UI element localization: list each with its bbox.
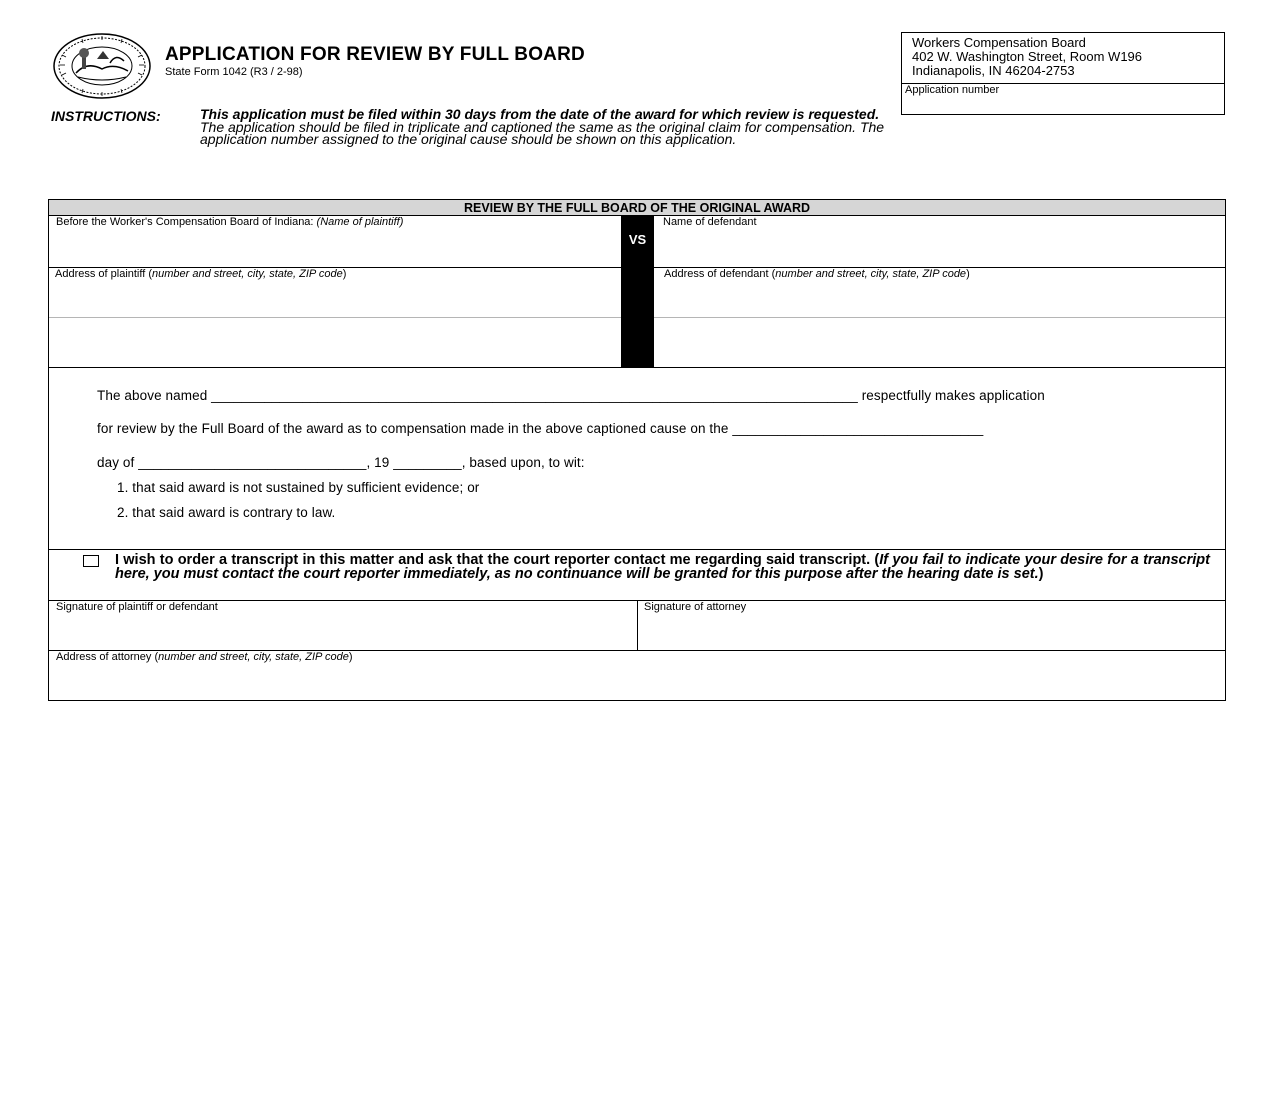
form-number: State Form 1042 (R3 / 2-98) — [165, 66, 303, 78]
board-name: Workers Compensation Board — [912, 35, 1086, 50]
rule — [49, 367, 1225, 368]
ground-item-2: 2. that said award is contrary to law. — [117, 505, 336, 520]
application-number-field[interactable] — [902, 96, 1224, 114]
defendant-address-label: Address of defendant (number and street, city, state, ZIP code) — [664, 268, 970, 280]
instructions-label: INSTRUCTIONS: — [51, 108, 161, 124]
instructions-filing: The application should be filed in triplicate and captioned the same as the original claim for compensation. The application number assigned to the original cause should be shown on this application. — [200, 118, 885, 148]
application-statement-line3: day of ______________________________, 19 _________, based upon, to wit: — [97, 455, 585, 470]
party-signature-label: Signature of plaintiff or defendant — [56, 601, 218, 613]
board-street: 402 W. Washington Street, Room W196 — [912, 49, 1143, 64]
state-seal-logo — [52, 33, 152, 99]
defendant-address-field[interactable] — [655, 282, 1224, 366]
vs-label: VS — [628, 232, 647, 247]
attorney-address-label: Address of attorney (number and street, city, state, ZIP code) — [56, 651, 353, 663]
attorney-address-field[interactable] — [50, 665, 1224, 699]
ground-item-1: 1. that said award is not sustained by sufficient evidence; or — [117, 480, 480, 495]
board-city: Indianapolis, IN 46204-2753 — [912, 63, 1075, 78]
application-number-label: Application number — [905, 84, 1000, 96]
application-statement-line1: The above named _____________________________________________________________________________________ respectfully makes application — [97, 388, 1045, 403]
attorney-signature-field[interactable] — [639, 615, 1224, 649]
transcript-request-text: I wish to order a transcript in this matter and ask that the court reporter contact me regarding said transcript. (If you fail to indicate your desire for a transcript here, you must contact the court reporter immediately, as no continuance will be granted for this purpose after the hearing date is set.) — [115, 552, 1210, 582]
attorney-signature-label: Signature of attorney — [644, 601, 747, 613]
plaintiff-name-label: Before the Worker's Compensation Board of Indiana: (Name of plaintiff) — [56, 216, 404, 228]
rule — [637, 600, 638, 650]
section-header: REVIEW BY THE FULL BOARD OF THE ORIGINAL AWARD — [49, 200, 1225, 216]
application-statement-line2: for review by the Full Board of the award as to compensation made in the above captioned cause on the _________________________________ — [97, 421, 984, 436]
defendant-name-label: Name of defendant — [663, 216, 757, 228]
instructions-deadline: This application must be filed within 30 days from the date of the award for which review is requested. — [200, 106, 880, 122]
plaintiff-address-label: Address of plaintiff (number and street, city, state, ZIP code) — [55, 268, 347, 280]
transcript-checkbox[interactable] — [83, 555, 99, 567]
defendant-name-field[interactable] — [655, 230, 1224, 266]
form-title: APPLICATION FOR REVIEW BY FULL BOARD — [165, 44, 585, 65]
plaintiff-name-field[interactable] — [50, 230, 620, 266]
party-signature-field[interactable] — [50, 615, 636, 649]
plaintiff-address-field[interactable] — [50, 282, 620, 366]
instructions-text — [200, 108, 900, 146]
rule — [49, 549, 1225, 550]
